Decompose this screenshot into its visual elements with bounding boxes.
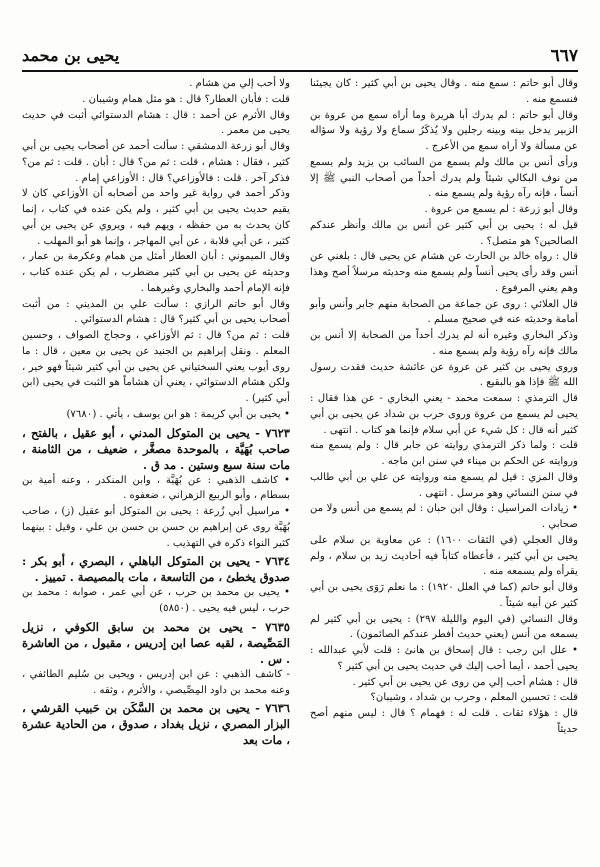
page-header: [22, 46, 578, 70]
paragraph: وقال العجلي (في الثقات ١٦٠٠) : عن معاوية بن سلام على يحيى بن أبي كثير ، فأعطاه كتاباً فيه أحاديث زيد بن سلام ، ولم يقرأه ولم يسمعه منه .: [310, 534, 578, 578]
entry-heading: ٧٦٣٥ - يحيى بن محمد بن سابق الكوفي ، نزيل المَصِّيصة ، لقبه عصا ابن إدريس ، مقبول ، من العاشرة . س .: [22, 619, 290, 666]
paragraph: وقال أبو زرعة : لم يسمع من عروة .: [424, 204, 578, 215]
paragraph: قيل له : يحيى بن أبي كثير عن أنس بن مالك وأنظر عندكم الصالحين؟ هو متصل؟ .: [310, 219, 578, 247]
entry-heading: ٧٦٢٣ - يحيى بن المتوكل المدني ، أبو عقيل ، بالفتح ، صاحب بُهَيَّة ، بالموحدة مصغَّر ، ضعيف ، من الثامنة ، مات سنة سبع وستين . مد ق .: [22, 425, 290, 472]
paragraph: وقال النسائي (في اليوم والليلة ٢٩٧) : يحيى بن أبي كثير لم يسمعه من أنس (يعني حديث أفطر عندكم الصائمون) .: [310, 613, 578, 641]
paragraph: وذكر أحمد في رواية غير واحد من أصحابه أن الأوزاعي كان لا يقيم حديث يحيى بن أبي كثير ، ولم يكن عنده في كتاب ، إنما كان يحدث به من حفظه ، ويهم فيه ، ويروي عن يحيى بن أبي كثير ، عن أبي قلابة ، عن أبي المهاجر ، وإنما هو أبو المهلب .: [22, 188, 290, 247]
header-rule: [22, 70, 578, 72]
paragraph: قال : هؤلاء ثقات . قلت له : فهمام ؟ قال : ليس منهم أصح حديثاً: [310, 708, 578, 735]
paragraph: • يحيى بن محمد بن حرب ، عن أبي عمر ، صوابه : محمد بن حرب ، ليس فيه يحيى . (٥٨٥٠): [22, 587, 290, 614]
paragraph: قلت : فأبان العطار؟ قال : هو مثل همام وشيبان .: [82, 93, 290, 105]
paragraph: - كاشف الذهبي : عن ابن إدريس ، ويحيى بن سُليم الطائفي ، وعنه محمد بن داود المِصِّيصي ، والأثرم ، وثقه .: [22, 668, 290, 696]
entry-heading: ٧٦٣٦ - يحيى بن محمد بن السَّكَن بن حَبيب القرشي ، البزار المصري ، نزيل بغداد ، صدوق ، من الحادية عشرة ، مات بعد: [22, 701, 290, 748]
paragraph: • زيادات المراسيل : وقال ابن حبان : لم يسمع من أنس ولا من صحابي .: [310, 503, 578, 530]
paragraph: وقال أبو حاتم الرازي : سألت علي بن المديني : من أثبت أصحاب يحيى بن أبي كثير؟ قال : هشام الدستوائي .: [22, 298, 290, 326]
paragraph: وقال أبو حاتم (كما في العلل ١٩٢٠) : ما نعلم رَوَى يحيى بن أبي كثير عن أبيه شيئاً .: [310, 582, 578, 609]
paragraph: قلت : ثم من؟ قال : ثم الأوزاعي ، وحجاج الصواف ، وحسين المعلم . ونقل إبراهيم بن الجنيد عن يحيى بن معين ، قال : ما روى أيوب يعني السختياني عن يحيى بن أبي كثير شيئاً فهو خير ، ولكن هشام الدستوائي ، يعني أن هشاماً هو الثبت في يحيى (ابن أبي كثير) .: [22, 330, 290, 404]
paragraph: قال : هشام أحب إلي من روى عن يحيى بن أبي كثير .: [352, 676, 578, 688]
paragraph: • مراسيل أبي زُرعة : يحيى بن المتوكل أبو عقيل (ز) ، صاحب بُهَيَّة روى عن إبراهيم بن حسن بن حسن بن علي ، وقيل : بينهما كثير النواء ذكره في التهذيب .: [22, 506, 290, 549]
paragraph: • كاشف الذهبي : عن بُهَيَّة ، وابن المنكدر ، وعنه أمية بن بسطام ، وأبو الربيع الزهراني ، ضعفوه .: [22, 474, 290, 502]
paragraph: قلت : تحسين المعلم ، وحرب بن شداد ، وشيبان؟: [370, 692, 578, 704]
paragraph: قال الترمذي : سمعت محمد - يعني البخاري - عن هذا فقال : يحيى لم يسمع من عروة وروى حرب بن شداد عن يحيى بن أبي كثير أنه قال : كل شيء عن أبي سلام فإنما هو كتاب . انتهى .: [310, 393, 578, 436]
paragraph: ورأى أنس بن مالك ولم يسمع من السائب بن يزيد ولم يسمع من نوف البكالي شيئاً ولم يدرك أحداً من أصحاب النبي ﷺ إلا أنساً ، فإنه رآه رؤية ولم يسمع منه .: [310, 156, 578, 200]
page-number: ٦٦٧: [550, 46, 578, 66]
paragraph: وقال أبو حاتم : لم يدرك أبا هريرة وما أراه سمع من عروة بن الزبير يدخل بينه وبينه رجلين ولا يُذكَرُ سماع ولا رؤية ولا سؤاله عن مسألة ولا أراه سمع من الأعرج .: [310, 109, 578, 152]
paragraph: وقال أبو زرعة الدمشقي : سألت أحمد عن أصحاب يحيى بن أبي كثير ، فقال : هشام ، قلت : ثم من؟ قال : أبان . قلت : ثم من؟ فذكر آخر . قلت : فالأوزاعي؟ قال : الأوزاعي إمام .: [22, 141, 290, 184]
paragraph: وقال أبو حاتم : سمع منه . وقال يحيى بن أبي كثير : كان يجيئنا فنسمع منه .: [310, 78, 578, 105]
paragraph: • يحيى بن أبي كريمة : هو ابن يوسف ، يأتي . (٧٦٨٠): [66, 408, 290, 420]
entry-heading: ٧٦٣٤ - يحيى بن المتوكل الباهلي ، البصري ، أبو بكر : صدوق يخطئ ، من التاسعة ، مات بالمصيصة . تمييز .: [22, 554, 290, 585]
left-column: [22, 76, 290, 748]
right-column: [310, 76, 578, 738]
paragraph: • علل ابن رجب : قال إسحاق بن هانئ : قلت لأبي عبدالله : يحيى أحمد ، أيما أحب إليك في حديث يحيى بن أبي كثير ؟: [310, 645, 578, 672]
paragraph: ولا أحب إلي من هشام .: [189, 78, 290, 89]
paragraph: وقال الأثرم عن أحمد : قال : هشام الدستوائي أثبت في حديث يحيى من معمر .: [22, 109, 290, 137]
paragraph: وقال الميموني : أبان العطار أمثل من همام وعكرمة بن عمار ، وحديثه عن يحيى بن أبي كثير مضطرب ، لم يكن عنده كتاب ، فإنه الإمام أحمد والبخاري وغيرهما .: [22, 251, 290, 294]
paragraph: وروى يحيى بن كثير عن عروة عن عائشة حديث فقدت رسول الله ﷺ فإذا هو بالبقيع .: [310, 361, 578, 389]
paragraph: قال العلائي : روى عن جماعة من الصحابة منهم جابر وأنس وأبو أمامة وحديثه عنه في صحيح مسلم .: [310, 298, 578, 326]
paragraph: وقال المزي : قيل لم يسمع منه وروايته عن علي بن أبي طالب في سنن النسائي وهو مرسل . انتهى .: [310, 471, 578, 499]
paragraph: قلت : ولما ذكر الترمذي روايته عن جابر قال : ولم يسمع منه وروايته عن الحكم بن ميناء في سنن ابن ماجه .: [310, 440, 578, 467]
paragraph: وذكر البخاري وغيره أنه لم يدرك أحداً من الصحابة إلا أنس بن مالك فإنه رآه رؤية ولم يسمع منه .: [310, 330, 578, 357]
running-title: يحيى بن محمد: [22, 46, 120, 65]
paragraph: قال : رواه خالد بن الحارث عن هشام عن يحيى قال : بلغني عن أنس وقد رأى يحيى أنساً ولم يسمع منه وحديثه مرسلاً أصح وهذا وهم يعني المرفوع .: [310, 251, 578, 294]
